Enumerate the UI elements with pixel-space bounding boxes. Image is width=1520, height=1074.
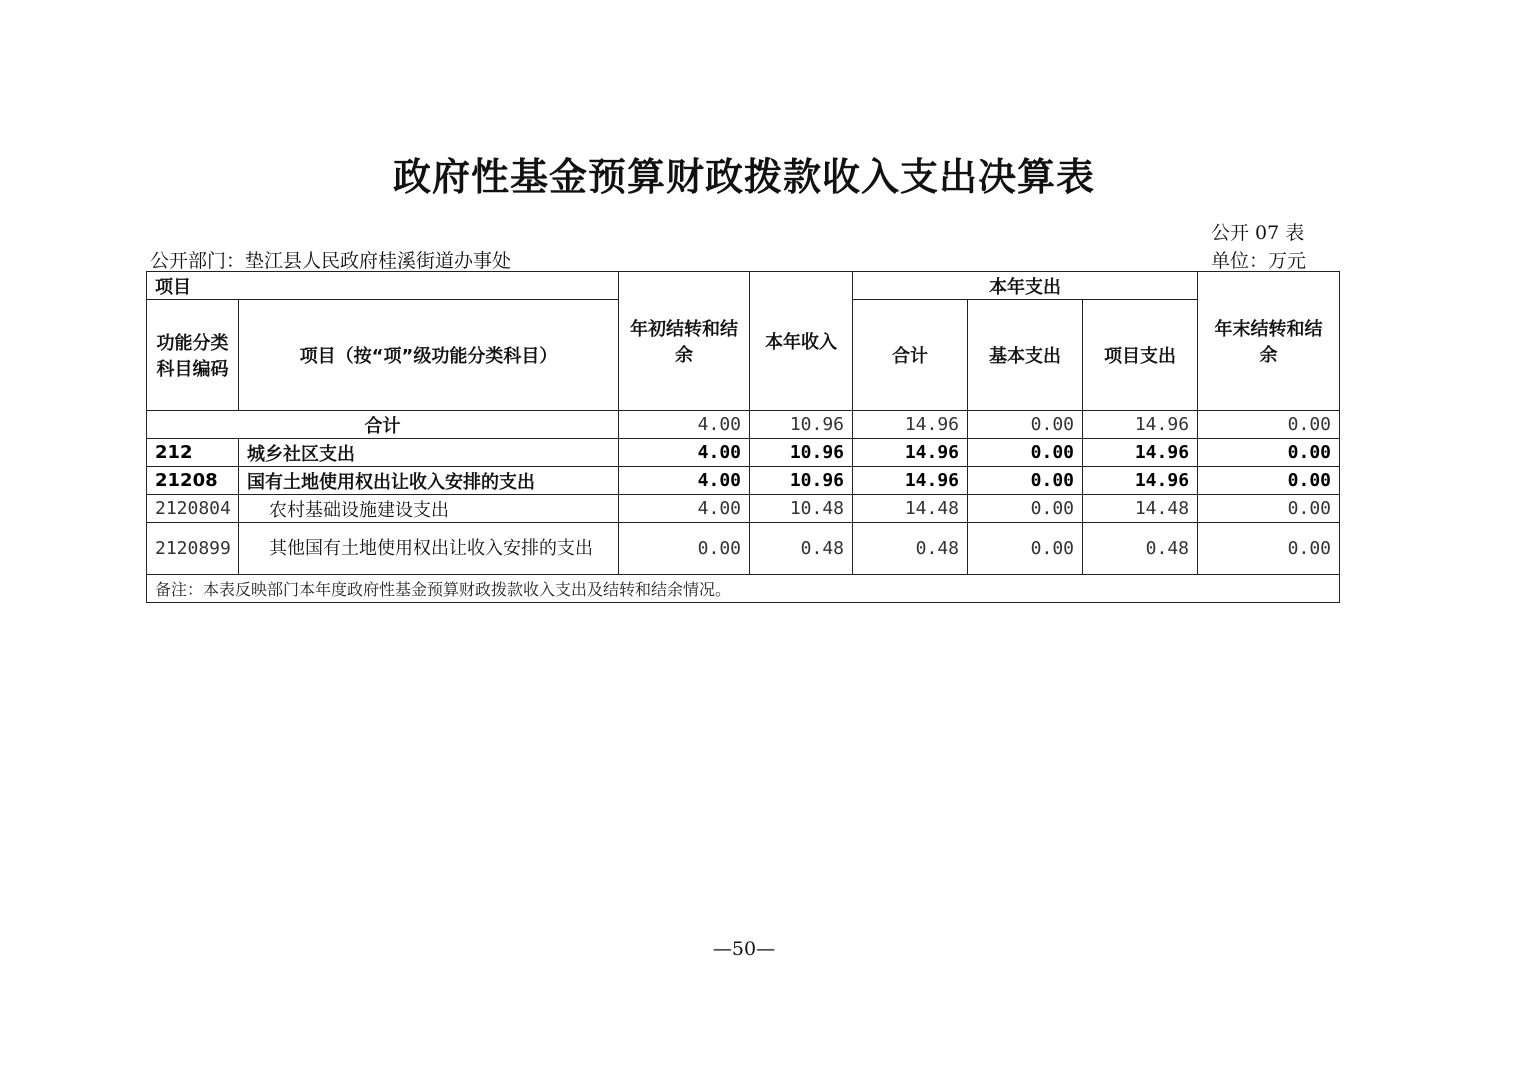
row-basic: 0.00	[968, 523, 1083, 575]
total-row	[147, 411, 1340, 439]
budget-table	[146, 271, 1340, 603]
page-title: 政府性基金预算财政拨款收入支出决算表	[392, 154, 1095, 199]
row-income: 0.48	[750, 523, 853, 575]
row-name: 农村基础设施建设支出	[239, 495, 619, 523]
row-project-expense: 14.96	[1083, 467, 1198, 495]
department-label: 公开部门：垫江县人民政府桂溪街道办事处	[150, 250, 512, 272]
row-expense-total: 0.48	[853, 523, 968, 575]
page-number: —50—	[712, 938, 776, 960]
header-income: 本年收入	[750, 272, 853, 411]
total-expense-total: 14.96	[853, 411, 968, 439]
row-expense-total: 14.48	[853, 495, 968, 523]
total-label: 合计	[147, 411, 619, 439]
total-basic: 0.00	[968, 411, 1083, 439]
row-income: 10.96	[750, 467, 853, 495]
row-basic: 0.00	[968, 495, 1083, 523]
table-row	[147, 467, 1340, 495]
header-end-balance: 年末结转和结余	[1198, 272, 1340, 411]
total-project-expense: 14.96	[1083, 411, 1198, 439]
row-basic: 0.00	[968, 439, 1083, 467]
row-end-balance: 0.00	[1198, 467, 1340, 495]
header-expense-group: 本年支出	[853, 272, 1198, 300]
row-begin-balance: 4.00	[619, 439, 750, 467]
row-name: 其他国有土地使用权出让收入安排的支出	[239, 523, 619, 575]
row-name: 国有土地使用权出让收入安排的支出	[239, 467, 619, 495]
table-note: 备注：本表反映部门本年度政府性基金预算财政拨款收入支出及结转和结余情况。	[147, 575, 1340, 603]
total-income: 10.96	[750, 411, 853, 439]
row-end-balance: 0.00	[1198, 439, 1340, 467]
header-project: 项目	[147, 272, 619, 300]
form-number: 公开 07 表	[1211, 222, 1305, 244]
row-begin-balance: 4.00	[619, 495, 750, 523]
header-func-code: 功能分类科目编码	[147, 300, 239, 411]
row-project-expense: 14.48	[1083, 495, 1198, 523]
row-basic: 0.00	[968, 467, 1083, 495]
row-expense-total: 14.96	[853, 467, 968, 495]
header-begin-balance: 年初结转和结余	[619, 272, 750, 411]
header-basic: 基本支出	[968, 300, 1083, 411]
row-project-expense: 14.96	[1083, 439, 1198, 467]
row-begin-balance: 0.00	[619, 523, 750, 575]
total-begin-balance: 4.00	[619, 411, 750, 439]
row-name: 城乡社区支出	[239, 439, 619, 467]
header-project-name: 项目（按“项”级功能分类科目）	[239, 300, 619, 411]
table-row	[147, 495, 1340, 523]
row-code: 21208	[147, 467, 239, 495]
row-begin-balance: 4.00	[619, 467, 750, 495]
row-end-balance: 0.00	[1198, 523, 1340, 575]
row-end-balance: 0.00	[1198, 495, 1340, 523]
total-end-balance: 0.00	[1198, 411, 1340, 439]
header-project-expense: 项目支出	[1083, 300, 1198, 411]
row-expense-total: 14.96	[853, 439, 968, 467]
row-code: 2120804	[147, 495, 239, 523]
row-project-expense: 0.48	[1083, 523, 1198, 575]
row-income: 10.96	[750, 439, 853, 467]
row-code: 212	[147, 439, 239, 467]
unit-label: 单位：万元	[1211, 250, 1307, 272]
table-row	[147, 523, 1340, 575]
row-code: 2120899	[147, 523, 239, 575]
table-row	[147, 439, 1340, 467]
row-income: 10.48	[750, 495, 853, 523]
header-total: 合计	[853, 300, 968, 411]
